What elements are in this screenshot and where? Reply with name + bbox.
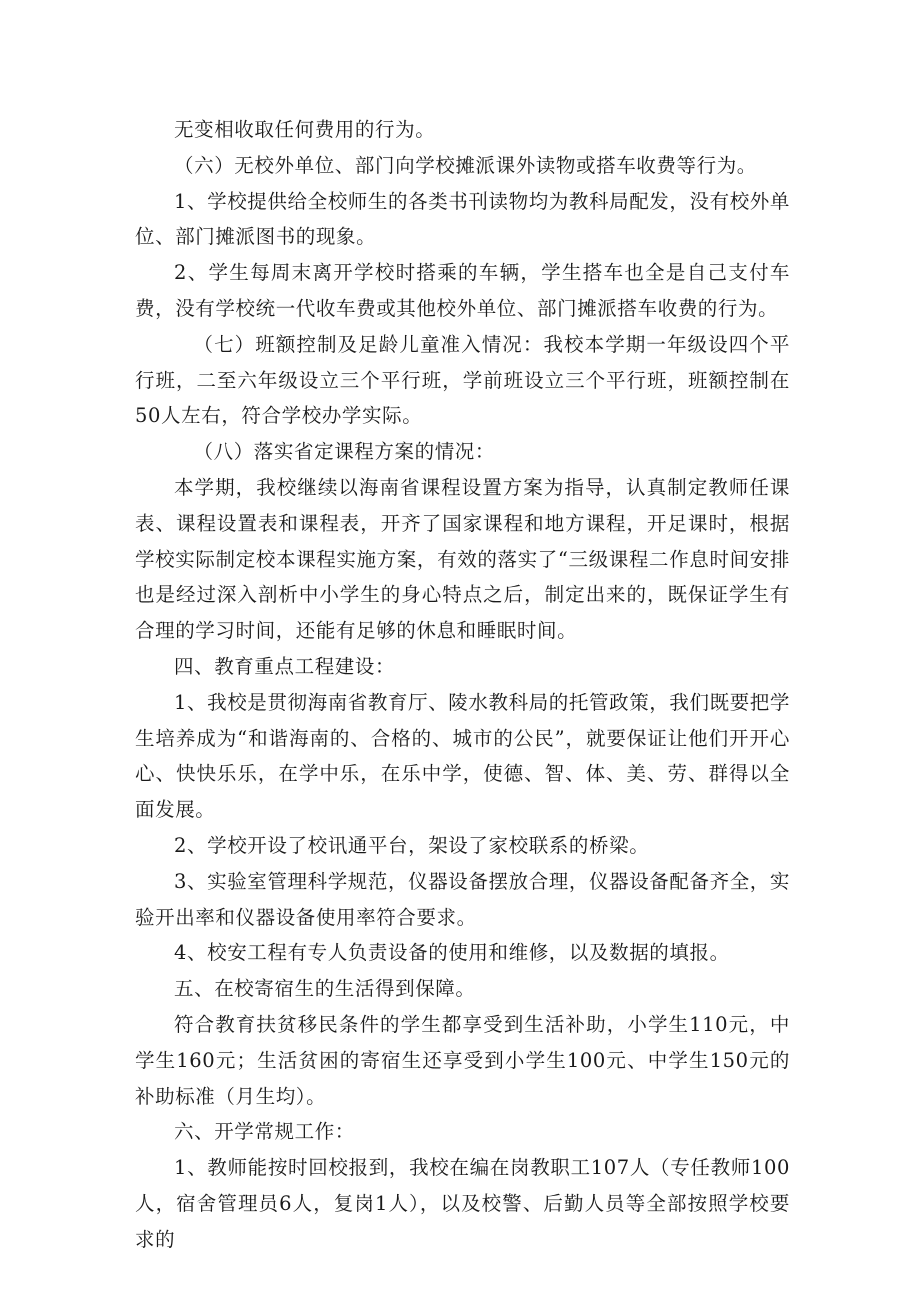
section-heading: 五、在校寄宿生的生活得到保障。 [174,977,476,1001]
paragraph: 2、学校开设了校讯通平台，架设了家校联系的桥梁。 [174,833,650,857]
paragraph: 符合教育扶贫移民条件的学生都享受到生活补助，小学生110元，中学生160元；生活贫困的寄宿生还享受到小学生100元、中学生150元的补助标准（月生均）。 [135,1012,790,1108]
paragraph: 4、校安工程有专人负责设备的使用和维修，以及数据的填报。 [174,941,730,965]
paragraph: （七）班额控制及足龄儿童准入情况：我校本学期一年级设四个平行班，二至六年级设立三个平行班，学前班设立三个平行班，班额控制在50人左右，符合学校办学实际。 [135,332,790,428]
paragraph: 2、学生每周末离开学校时搭乘的车辆，学生搭车也全是自己支付车费，没有学校统一代收车费或其他校外单位、部门摊派搭车收费的行为。 [135,261,790,320]
paragraph: 1、我校是贯彻海南省教育厅、陵水教科局的托管政策，我们既要把学生培养成为“和谐海南的、合格的、城市的公民”，就要保证让他们开开心心、快快乐乐，在学中乐，在乐中学，使德、智、体、美、劳、群得以全面发展。 [135,690,791,822]
paragraph: 3、实验室管理科学规范，仪器设备摆放合理，仪器设备配备齐全，实验开出率和仪器设备使用率符合要求。 [135,869,791,929]
section-heading: 六、开学常规工作： [174,1120,355,1144]
paragraph: 1、教师能按时回校报到，我校在编在岗教职工107人（专任教师100人，宿舍管理员6人，复岗1人），以及校警、后勤人员等全部按照学校要求的 [135,1156,790,1251]
paragraph: （六）无校外单位、部门向学校摊派课外读物或搭车收费等行为。 [174,153,757,177]
paragraph: 本学期，我校继续以海南省课程设置方案为指导，认真制定教师任课表、课程设置表和课程表，开齐了国家课程和地方课程，开足课时，根据学校实际制定校本课程实施方案，有效的落实了“三级课程二作息时间安排也是经过深入剖析中小学生的身心特点之后，制定出来的，既保证学生有合理的学习时间，还能有足够的休息和睡眠时间。 [135,475,790,643]
paragraph: 无变相收取任何费用的行为。 [174,118,436,141]
paragraph: 1、学校提供给全校师生的各类书刊读物均为教科局配发，没有校外单位、部门摊派图书的现象。 [135,189,791,249]
document-body [135,112,790,1258]
paragraph: （八）落实省定课程方案的情况： [193,440,496,464]
section-heading: 四、教育重点工程建设： [174,654,396,678]
